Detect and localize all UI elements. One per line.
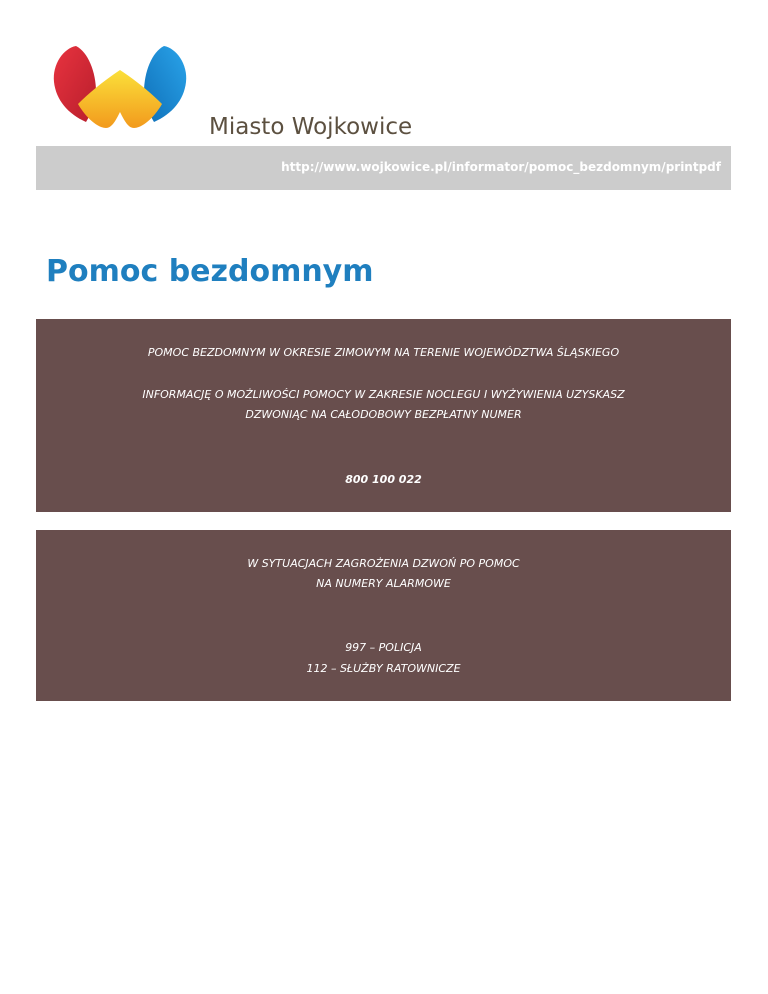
wojkowice-logo-icon xyxy=(50,42,190,132)
helpline-phone-number: 800 100 022 xyxy=(345,473,422,486)
box2-line-1: W SYTUACJACH ZAGROŻENIA DZWOŃ PO POMOC xyxy=(247,557,520,570)
box1-heading: POMOC BEZDOMNYM W OKRESIE ZIMOWYM NA TERENIE WOJEWÓDZTWA ŚLĄSKIEGO xyxy=(147,346,620,359)
box1-line-2: DZWONIĄC NA CAŁODOBOWY BEZPŁATNY NUMER xyxy=(245,408,522,421)
site-name: Miasto Wojkowice xyxy=(209,114,413,140)
box2-line-2: NA NUMERY ALARMOWE xyxy=(316,577,451,590)
police-number: 997 – POLICJA xyxy=(345,641,422,654)
page-title: Pomoc bezdomnym xyxy=(46,254,374,289)
rescue-services-number: 112 – SŁUŻBY RATOWNICZE xyxy=(306,662,461,675)
box1-line-1: INFORMACJĘ O MOŻLIWOŚCI POMOCY W ZAKRESIE NOCLEGU I WYŻYWIENIA UZYSKASZ xyxy=(142,388,625,401)
page-url-link[interactable]: http://www.wojkowice.pl/informator/pomoc_bezdomnym/printpdf xyxy=(281,160,721,174)
url-bar xyxy=(36,146,731,190)
emergency-numbers-box xyxy=(36,530,731,701)
winter-help-info-box xyxy=(36,319,731,512)
